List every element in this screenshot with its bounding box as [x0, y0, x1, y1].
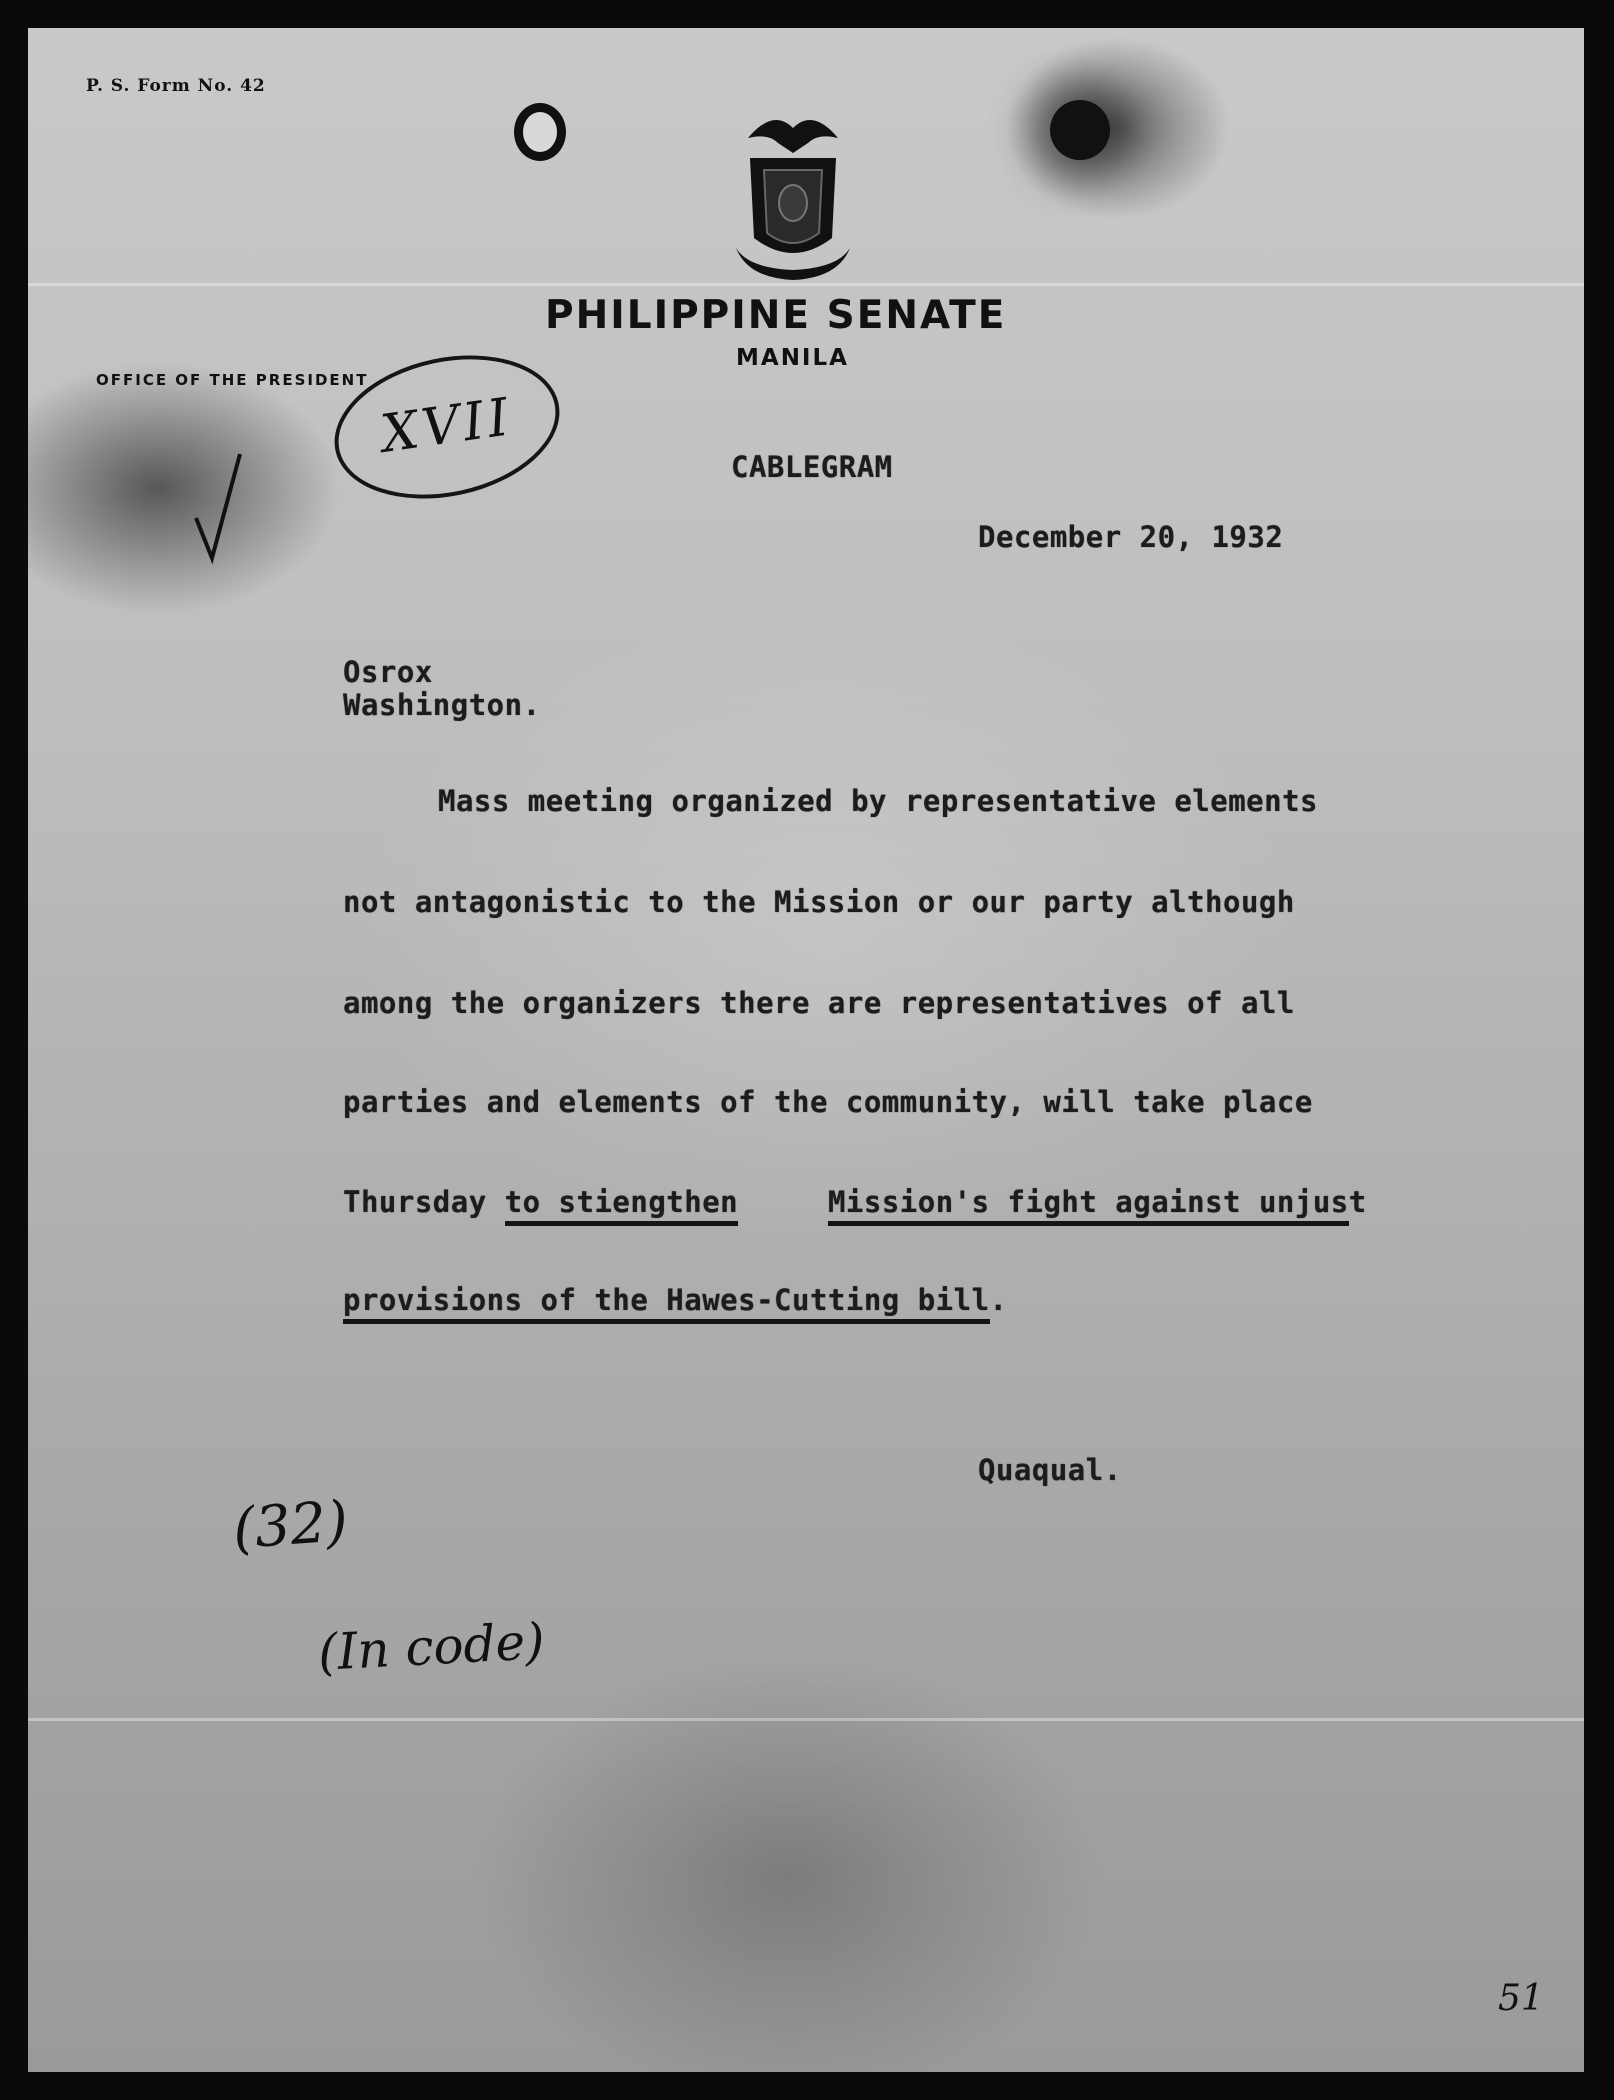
fold-line	[28, 1718, 1584, 1721]
underlined-phrase: Mission's fight against unjus	[828, 1185, 1349, 1226]
body-line-5-end: t	[1348, 1185, 1367, 1219]
handwritten-number: (32)	[230, 1489, 351, 1562]
letterhead-city: MANILA	[736, 345, 849, 371]
underlined-phrase: to stiengthen	[505, 1185, 738, 1226]
handwritten-note: (In code)	[316, 1612, 546, 1682]
document-type: CABLEGRAM	[731, 450, 893, 484]
body-line-6	[343, 1283, 1008, 1317]
addressee-city: Washington.	[343, 688, 541, 722]
senate-seal-icon	[728, 98, 858, 298]
letterhead-office: OFFICE OF THE PRESIDENT	[96, 371, 369, 389]
body-line-3: among the organizers there are representatives of all	[343, 986, 1295, 1020]
body-line-6-end: .	[989, 1283, 1008, 1317]
page-number: 51	[1498, 1978, 1544, 2019]
addressee-name: Osrox	[343, 655, 433, 689]
check-mark-icon	[188, 448, 248, 568]
punch-hole	[1050, 100, 1110, 160]
form-number: P. S. Form No. 42	[86, 76, 266, 96]
roman-numeral-annotation: XVII	[377, 387, 517, 465]
body-line-2: not antagonistic to the Mission or our party although	[343, 885, 1295, 919]
body-line-4: parties and elements of the community, will take place	[343, 1085, 1313, 1119]
body-line-5	[343, 1185, 1367, 1219]
body-line-5-start: Thursday	[343, 1185, 505, 1219]
body-line-1: Mass meeting organized by representative elements	[438, 784, 1319, 818]
underlined-phrase: provisions of the Hawes-Cutting bill	[343, 1283, 990, 1324]
document-sheet	[28, 28, 1584, 2072]
punch-hole	[514, 103, 566, 161]
signature: Quaqual.	[978, 1453, 1122, 1487]
letterhead-title: PHILIPPINE SENATE	[545, 293, 1007, 338]
date-line: December 20, 1932	[978, 520, 1284, 554]
body-line-5-gap	[738, 1185, 828, 1219]
